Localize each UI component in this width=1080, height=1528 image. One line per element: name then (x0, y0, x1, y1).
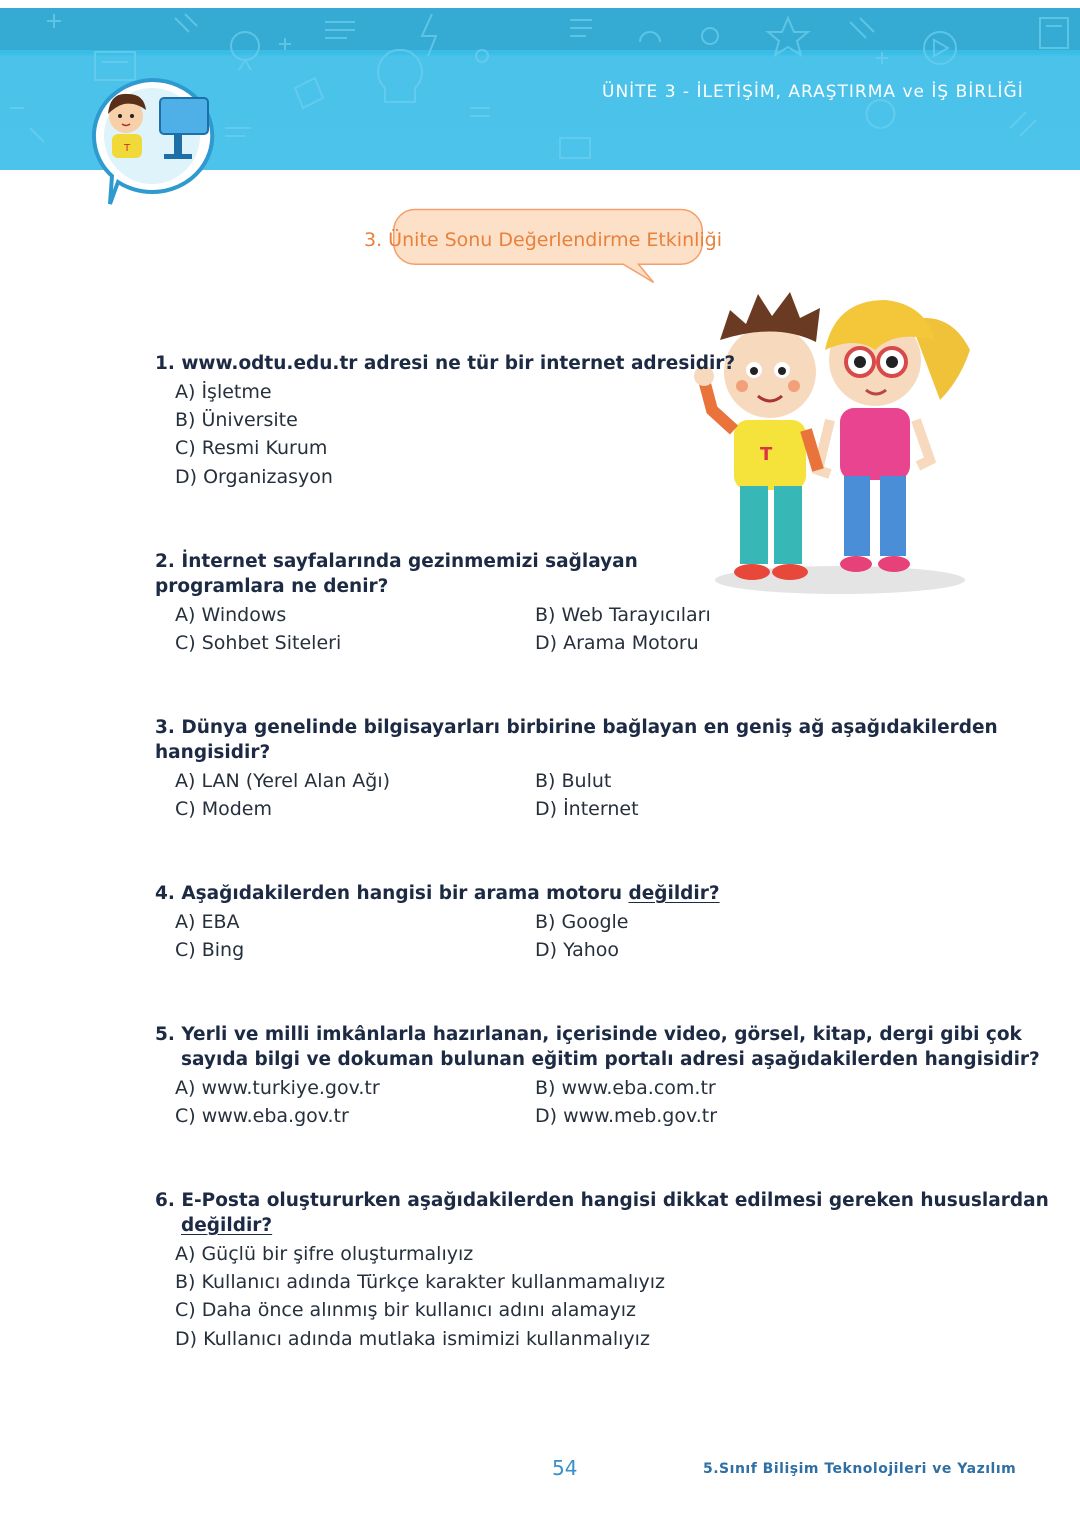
question-6 (155, 1188, 1049, 1238)
question-1 (155, 351, 735, 376)
question-4-option-a: A) EBA (175, 911, 240, 933)
question-1-option-b: B) Üniversite (175, 409, 298, 431)
question-3-option-c: C) Modem (175, 798, 272, 820)
question-4-stem-emphasis: değildir? (628, 883, 720, 904)
book-title: 5.Sınıf Bilişim Teknolojileri ve Yazılım (703, 1461, 1017, 1477)
question-2-option-b: B) Web Tarayıcıları (535, 604, 711, 626)
question-6-option-a: A) Güçlü bir şifre oluşturmalıyız (175, 1243, 474, 1265)
question-6-option-d: D) Kullanıcı adında mutlaka ismimizi kullanmalıyız (175, 1328, 650, 1350)
question-4-option-b: B) Google (535, 911, 629, 933)
question-6-stem-emphasis: değildir? (181, 1215, 273, 1236)
svg-text:T: T (760, 444, 773, 465)
question-3-option-d: D) İnternet (535, 798, 639, 820)
question-4-stem (155, 881, 720, 906)
question-5-option-a: A) www.turkiye.gov.tr (175, 1077, 380, 1099)
question-2-option-a: A) Windows (175, 604, 287, 626)
question-1-option-c: C) Resmi Kurum (175, 437, 328, 459)
question-2-option-d: D) Arama Motoru (535, 632, 699, 654)
question-2-stem-line1: 2. İnternet sayfalarında gezinmemizi sağlayan (155, 551, 638, 572)
page-number: 54 (552, 1456, 578, 1480)
question-1-stem: 1. www.odtu.edu.tr adresi ne tür bir internet adresidir? (155, 353, 736, 374)
question-5-stem-line2: sayıda bilgi ve dokuman bulunan eğitim portalı adresi aşağıdakilerden hangisidir? (181, 1049, 1040, 1070)
question-4-stem-text: 4. Aşağıdakilerden hangisi bir arama motoru (155, 883, 629, 904)
kids-illustration (690, 280, 990, 600)
avatar-badge-illustration (82, 74, 222, 206)
question-5-option-b: B) www.eba.com.tr (535, 1077, 716, 1099)
question-5-option-c: C) www.eba.gov.tr (175, 1105, 349, 1127)
question-3-stem-line1: 3. Dünya genelinde bilgisayarları birbirine bağlayan en geniş ağ aşağıdakilerden (155, 717, 998, 738)
question-1-option-d: D) Organizasyon (175, 466, 333, 488)
question-6-stem-line2 (155, 1213, 1049, 1238)
question-3-stem-line2: hangisidir? (155, 742, 271, 763)
question-6-option-b: B) Kullanıcı adında Türkçe karakter kullanmamalıyız (175, 1271, 665, 1293)
question-4-option-d: D) Yahoo (535, 939, 620, 961)
activity-title: 3. Ünite Sonu Değerlendirme Etkinliği (364, 229, 723, 251)
question-5-stem-line1: 5. Yerli ve milli imkânlarla hazırlanan, içerisinde video, görsel, kitap, dergi gibi çok (155, 1024, 1022, 1045)
question-3-option-a: A) LAN (Yerel Alan Ağı) (175, 770, 391, 792)
question-3-option-b: B) Bulut (535, 770, 612, 792)
question-2-stem-line2: programlara ne denir? (155, 576, 389, 597)
question-3 (155, 715, 998, 765)
question-5 (155, 1022, 1040, 1072)
svg-text:T: T (123, 143, 131, 154)
question-4-option-c: C) Bing (175, 939, 245, 961)
question-1-option-a: A) İşletme (175, 381, 272, 403)
question-4 (155, 881, 720, 906)
question-6-option-c: C) Daha önce alınmış bir kullanıcı adını alamayız (175, 1299, 637, 1321)
top-strip (0, 0, 1080, 8)
question-2-option-c: C) Sohbet Siteleri (175, 632, 342, 654)
unit-title: ÜNİTE 3 - İLETİŞİM, ARAŞTIRMA ve İŞ BİRLİĞİ (602, 82, 1024, 102)
question-2 (155, 549, 638, 599)
question-6-stem-line1: 6. E-Posta oluştururken aşağıdakilerden hangisi dikkat edilmesi gereken hususlardan (155, 1190, 1049, 1211)
question-5-option-d: D) www.meb.gov.tr (535, 1105, 718, 1127)
